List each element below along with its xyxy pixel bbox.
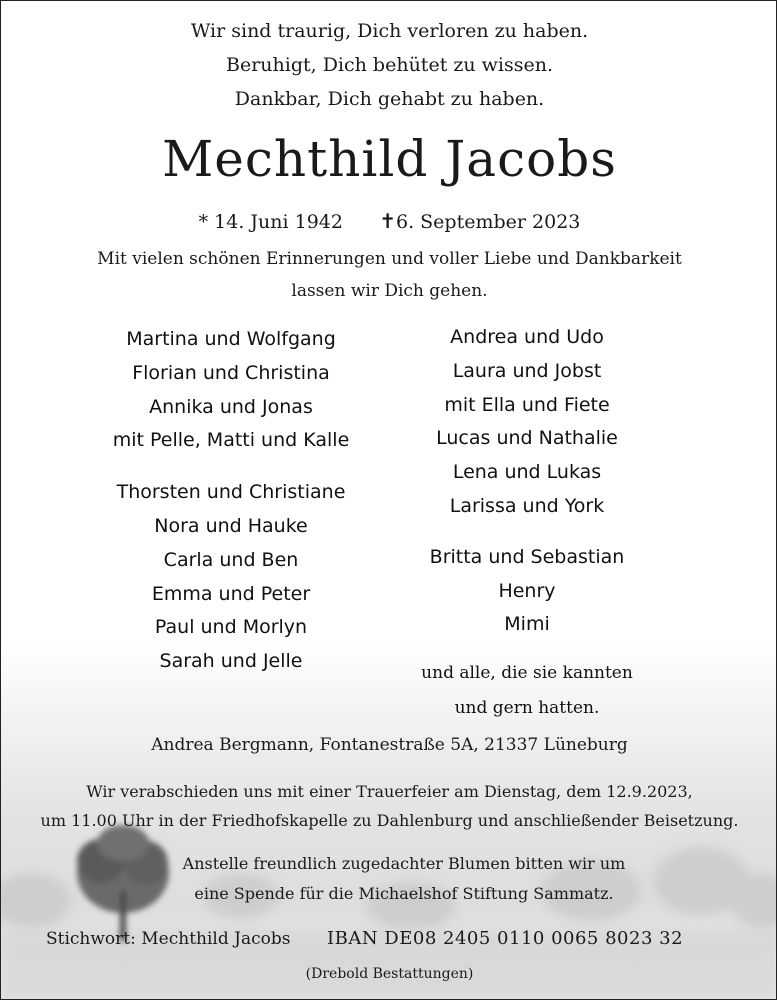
intro-line: lassen wir Dich gehen. — [291, 281, 488, 301]
poem-line: Wir sind traurig, Dich verloren zu haben. — [190, 20, 589, 42]
family-member: Larissa und York — [449, 494, 605, 517]
family-right-column — [357, 321, 697, 726]
closing-line: und gern hatten. — [454, 698, 600, 719]
family-member: Nora und Hauke — [154, 514, 308, 537]
family-member: Emma und Peter — [151, 582, 311, 605]
undertaker: (Drebold Bestattungen) — [305, 966, 474, 982]
family-member: mit Pelle, Matti und Kalle — [112, 429, 350, 452]
poem — [1, 14, 777, 116]
family-group — [61, 476, 401, 679]
tree-icon — [77, 825, 169, 941]
family-member: mit Ella und Fiete — [444, 393, 610, 416]
family-member: Paul und Morlyn — [154, 616, 308, 639]
life-dates — [1, 208, 777, 235]
donation-keyword: Stichwort: Mechthild Jacobs — [46, 929, 291, 949]
ceremony-line: Wir verabschieden uns mit einer Trauerfeier am Dienstag, dem 12.9.2023, — [86, 782, 693, 801]
ceremony-info — [1, 777, 777, 835]
family-member: Carla und Ben — [163, 548, 299, 571]
family-member: Britta und Sebastian — [429, 545, 625, 568]
birth-date: * 14. Juni 1942 — [198, 211, 343, 233]
donation-line: eine Spende für die Michaelshof Stiftung Sammatz. — [194, 884, 614, 903]
family-member: Annika und Jonas — [149, 395, 313, 418]
death-date: 6. September 2023 — [396, 211, 581, 233]
iban: IBAN DE08 2405 0110 0065 8023 32 — [327, 928, 684, 949]
family-member: Thorsten und Christiane — [116, 481, 346, 504]
donation-note — [169, 849, 639, 909]
family-member: Lucas und Nathalie — [436, 427, 618, 450]
family-member: Andrea und Udo — [450, 326, 604, 348]
family-member: Lena und Lukas — [452, 461, 602, 484]
family-member: Florian und Christina — [132, 361, 330, 384]
family-group — [61, 323, 401, 458]
family-member: Mimi — [504, 613, 550, 636]
family-member: Henry — [498, 579, 556, 602]
ceremony-line: um 11.00 Uhr in der Friedhofskapelle zu Dahlenburg und anschließender Beisetzung. — [40, 811, 739, 830]
intro-line: Mit vielen schönen Erinnerungen und voller Liebe und Dankbarkeit — [97, 249, 682, 269]
family-member: Martina und Wolfgang — [126, 328, 336, 350]
contact-address: Andrea Bergmann, Fontanestraße 5A, 21337 Lüneburg — [151, 735, 628, 755]
family-member: Laura und Jobst — [452, 359, 602, 382]
closing-line: und alle, die sie kannten — [421, 663, 633, 684]
family-group — [357, 321, 697, 524]
poem-line: Beruhigt, Dich behütet zu wissen. — [225, 54, 554, 76]
closing-lines — [357, 656, 697, 726]
intro-text — [1, 243, 777, 307]
family-group — [357, 541, 697, 642]
deceased-name: Mechthild Jacobs — [162, 130, 617, 188]
donation-line: Anstelle freundlich zugedachter Blumen bitten wir um — [182, 854, 626, 873]
cross-icon: ✝ — [379, 209, 396, 233]
family-member: Sarah und Jelle — [159, 650, 303, 673]
poem-line: Dankbar, Dich gehabt zu haben. — [234, 88, 545, 110]
family-left-column — [61, 323, 401, 679]
